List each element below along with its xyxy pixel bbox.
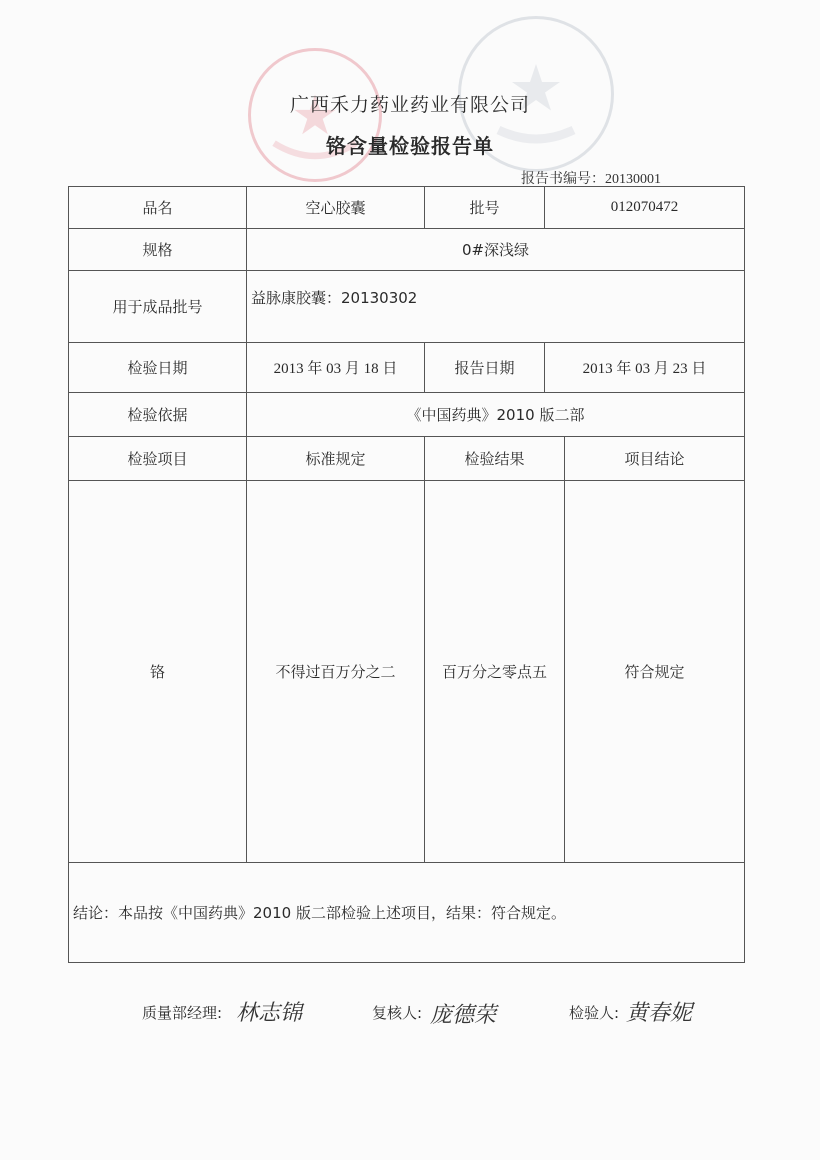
item-standard: 不得过百万分之二 (247, 481, 425, 863)
used-for-label: 用于成品批号 (69, 271, 247, 343)
report-date-label: 报告日期 (425, 343, 545, 393)
row-product (69, 187, 745, 229)
col-result-header: 检验结果 (425, 437, 565, 481)
row-used-for (69, 271, 745, 343)
report-number (521, 168, 661, 188)
row-conclusion (69, 863, 745, 963)
signature-area (0, 996, 820, 1056)
report-number-label: 报告书编号： (521, 171, 605, 187)
qa-manager-label: 质量部经理: (142, 1004, 223, 1022)
col-conclusion-header: 项目结论 (565, 437, 745, 481)
company-name: 广西禾力药业药业有限公司 (289, 94, 530, 116)
report-title: 铬含量检验报告单 (326, 134, 494, 158)
item-result: 百万分之零点五 (425, 481, 565, 863)
reviewer-label: 复核人: (372, 1004, 423, 1022)
inspector-signature: 黄春妮 (626, 1001, 693, 1026)
report-date-value: 2013 年 03 月 23 日 (545, 343, 745, 393)
used-for-value: 益脉康胶囊：20130302 (247, 271, 745, 343)
overall-conclusion: 结论：本品按《中国药典》2010 版二部检验上述项目，结果：符合规定。 (69, 863, 745, 963)
report-number-value: 20130001 (605, 172, 661, 187)
test-date-label: 检验日期 (69, 343, 247, 393)
row-basis (69, 393, 745, 437)
item-conclusion: 符合规定 (565, 481, 745, 863)
product-label: 品名 (69, 187, 247, 229)
col-item-header: 检验项目 (69, 437, 247, 481)
item-name: 铬 (69, 481, 247, 863)
batch-label: 批号 (425, 187, 545, 229)
product-value: 空心胶囊 (247, 187, 425, 229)
row-dates (69, 343, 745, 393)
test-date-value: 2013 年 03 月 18 日 (247, 343, 425, 393)
basis-value: 《中国药典》2010 版二部 (247, 393, 745, 437)
inspection-table (68, 186, 745, 963)
row-column-headers (69, 437, 745, 481)
spec-label: 规格 (69, 229, 247, 271)
batch-value: 012070472 (545, 187, 745, 229)
inspector-label: 检验人: (569, 1004, 620, 1022)
col-standard-header: 标准规定 (247, 437, 425, 481)
spec-value: 0#深浅绿 (247, 229, 745, 271)
basis-label: 检验依据 (69, 393, 247, 437)
reviewer-signature: 庞德荣 (430, 1003, 497, 1028)
row-item (69, 481, 745, 863)
row-spec (69, 229, 745, 271)
qa-manager-signature: 林志锦 (236, 1001, 303, 1026)
